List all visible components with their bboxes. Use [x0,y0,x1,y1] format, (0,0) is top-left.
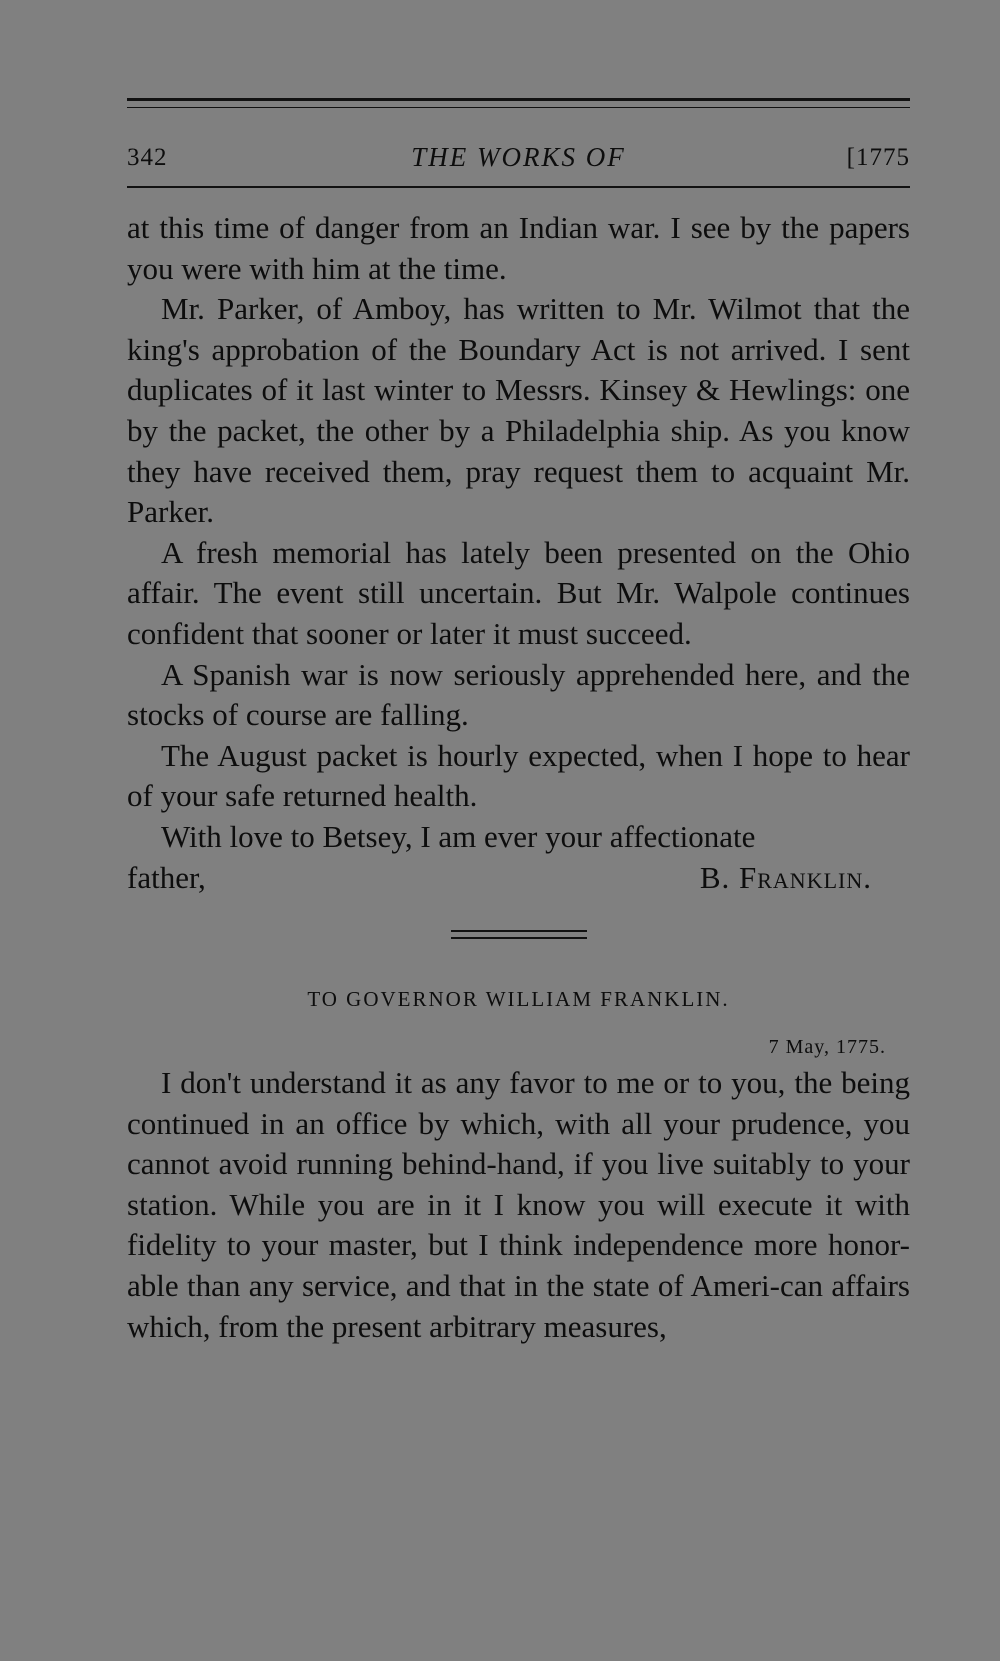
paragraph: A fresh memorial has lately been presented on the Ohio affair. The event still uncertain. But Mr. Walpole continues confident that sooner or later it must succeed. [127,534,910,651]
running-year: [1775 [846,144,910,171]
head-rule [127,186,910,188]
top-double-rule [127,98,910,108]
letter-heading: TO GOVERNOR WILLIAM FRANKLIN. [307,987,730,1012]
paragraph: Mr. Parker, of Amboy, has written to Mr. Wilmot that the king's approbation of the Boundary Act is not arrived. I sent duplicates of it last winter to Messrs. Kinsey & Hewlings: one by the packet, the other by a Philadelphia ship. As you know they have received them, pray request them to acquaint Mr. Parker. [127,291,910,530]
paragraph: at this time of danger from an Indian war. I see by the papers you were with him at the time. [127,210,910,286]
paragraph: The August packet is hourly expected, when I hope to hear of your safe returned health. [127,737,910,814]
section-divider [451,930,587,939]
signature: B. Franklin. [699,859,872,895]
signoff-line [127,858,910,899]
book-page [127,98,910,1347]
letter-body [127,1063,910,1347]
dateline: 7 May, 1775. [768,1036,886,1059]
running-title: THE WORKS OF [411,142,626,172]
page-number: 342 [127,144,168,171]
running-head [127,108,910,186]
letter-body-continued [127,208,910,898]
paragraph: With love to Betsey, I am ever your affectionate [161,818,756,854]
paragraph: I don't understand it as any favor to me or to you, the being continued in an office by which, with all your prudence, you cannot avoid running behind-hand, if you live suitably to your station. While you are in it I know you will execute it with fidelity to your master, but I think independence more honor-able than any service, and that in the state of Ameri-can affairs which, from the present arbitrary measures, [127,1065,910,1344]
closing-word: father, [127,859,206,895]
paragraph: A Spanish war is now seriously apprehended here, and the stocks of course are falling. [127,656,910,733]
